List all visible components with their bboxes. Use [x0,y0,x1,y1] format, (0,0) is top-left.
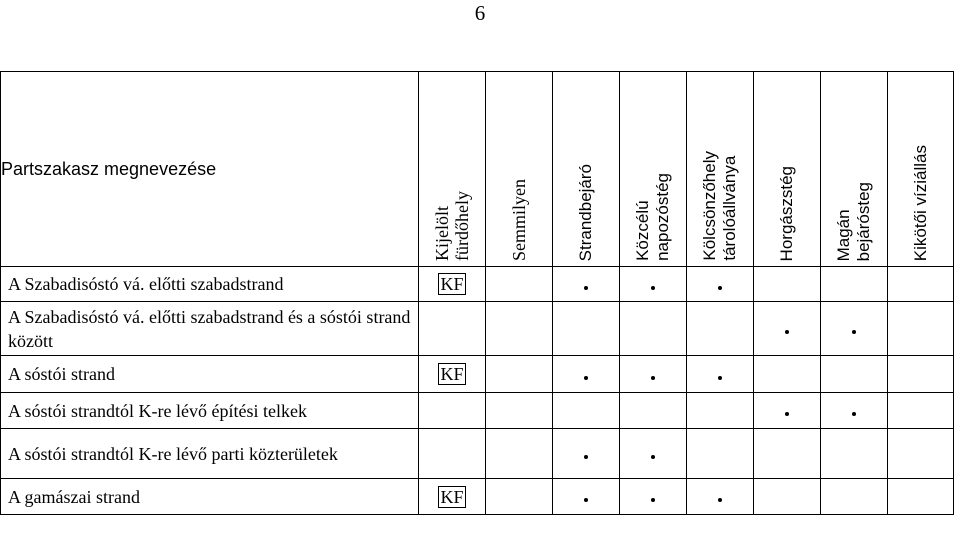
cell-kijelolt [419,479,486,515]
dot-mark [584,286,588,290]
column-label-kikotoi: Kikötői víziállás [910,144,930,261]
cell-horgaszsteg [754,302,821,356]
cell-semmilyen [486,429,553,479]
section-name: A sóstói strand [1,356,419,393]
cell-kijelolt [419,356,486,393]
column-header-strandbejaro [553,72,620,267]
cell-kolcsonzohely [687,479,754,515]
column-label-magan: Magán bejárósteg [834,181,873,261]
cell-strandbejaro [553,356,620,393]
dot-mark [718,286,722,290]
cell-kikotoi [888,479,954,515]
kf-badge: KF [440,364,464,384]
cell-kikotoi [888,267,954,302]
dot-mark [718,498,722,502]
section-name: A sóstói strandtól K-re lévő parti közterületek [1,429,419,479]
cell-magan [821,429,888,479]
dot-mark [785,412,789,416]
cell-horgaszsteg [754,356,821,393]
dot-mark [718,376,722,380]
column-label-strandbejaro: Strandbejáró [576,163,595,261]
page-number: 6 [474,1,486,25]
table-row [1,429,954,479]
cell-kikotoi [888,429,954,479]
cell-kikotoi [888,393,954,429]
cell-horgaszsteg [754,479,821,515]
dot-mark [651,286,655,290]
section-name: A gamászai strand [1,479,419,515]
dot-mark [584,498,588,502]
cell-magan [821,393,888,429]
dot-mark [651,498,655,502]
cell-kikotoi [888,302,954,356]
shoreline-table [0,71,954,515]
cell-strandbejaro [553,429,620,479]
cell-kozcelu [620,479,687,515]
table-row [1,393,954,429]
kf-badge: KF [440,486,464,507]
table-row [1,302,954,356]
cell-semmilyen [486,267,553,302]
cell-kolcsonzohely [687,267,754,302]
kf-badge: KF [440,274,464,294]
dot-mark [785,330,789,334]
name-column-header: Partszakasz megnevezése [1,72,419,267]
cell-magan [821,302,888,356]
section-name: A Szabadisóstó vá. előtti szabadstrand és a sóstói strand között [1,302,419,356]
cell-kijelolt [419,393,486,429]
section-name: A sóstói strandtól K-re lévő építési telkek [1,393,419,429]
cell-kolcsonzohely [687,393,754,429]
column-label-kijelolt: Kijelölt fürdőhely [432,191,472,261]
table-row [1,356,954,393]
cell-magan [821,356,888,393]
dot-mark [651,455,655,459]
cell-kikotoi [888,356,954,393]
column-header-kikotoi [888,72,954,267]
dot-mark [584,455,588,459]
column-header-horgaszsteg [754,72,821,267]
cell-horgaszsteg [754,393,821,429]
column-label-semmilyen: Semmilyen [509,179,529,261]
table-row [1,267,954,302]
cell-horgaszsteg [754,267,821,302]
dot-mark [852,330,856,334]
cell-kijelolt [419,302,486,356]
cell-semmilyen [486,356,553,393]
cell-kozcelu [620,356,687,393]
cell-strandbejaro [553,479,620,515]
cell-kozcelu [620,302,687,356]
cell-semmilyen [486,393,553,429]
cell-kolcsonzohely [687,356,754,393]
column-header-kijelolt [419,72,486,267]
cell-strandbejaro [553,393,620,429]
cell-horgaszsteg [754,429,821,479]
cell-semmilyen [486,479,553,515]
cell-kozcelu [620,429,687,479]
column-header-semmilyen [486,72,553,267]
column-label-kozcelu: Közcélú napozóstég [633,173,672,261]
dot-mark [584,376,588,380]
table-row [1,479,954,515]
cell-kozcelu [620,393,687,429]
column-header-kozcelu [620,72,687,267]
header-row [1,72,954,267]
cell-semmilyen [486,302,553,356]
column-header-magan [821,72,888,267]
cell-kolcsonzohely [687,302,754,356]
cell-strandbejaro [553,267,620,302]
dot-mark [651,376,655,380]
cell-magan [821,479,888,515]
cell-strandbejaro [553,302,620,356]
cell-kozcelu [620,267,687,302]
dot-mark [852,412,856,416]
section-name: A Szabadisóstó vá. előtti szabadstrand [1,267,419,302]
cell-kolcsonzohely [687,429,754,479]
column-label-horgaszsteg: Horgászstég [777,165,796,261]
column-label-kolcsonzohely: Kölcsönzőhely tárolóállványa [700,151,739,261]
column-header-kolcsonzohely [687,72,754,267]
cell-magan [821,267,888,302]
cell-kijelolt [419,267,486,302]
cell-kijelolt [419,429,486,479]
